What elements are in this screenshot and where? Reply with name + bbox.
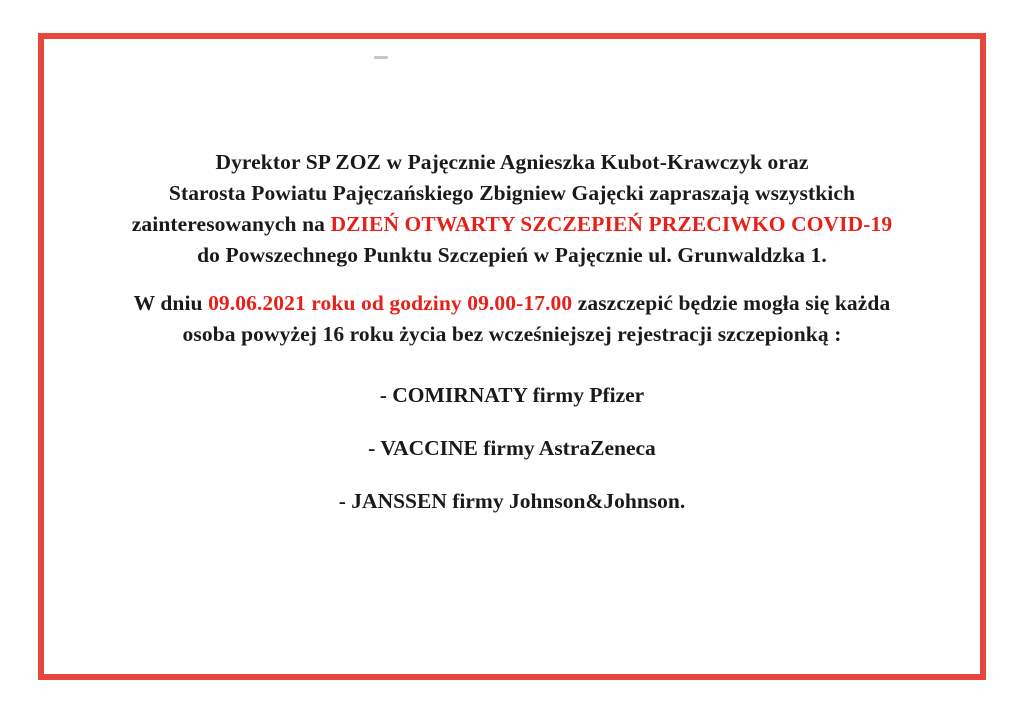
intro-line-4: do Powszechnego Punktu Szczepień w Pajęcznie ul. Grunwaldzka 1.: [197, 243, 827, 267]
intro-line-1: Dyrektor SP ZOZ w Pajęcznie Agnieszka Kubot-Krawczyk oraz: [215, 150, 809, 174]
poster-frame: [38, 33, 986, 680]
list-item: - VACCINE firmy AstraZeneca: [368, 436, 656, 460]
event-title-highlight: DZIEŃ OTWARTY SZCZEPIEŃ PRZECIWKO COVID-19: [330, 212, 893, 236]
details-line-1-prefix: W dniu: [133, 291, 209, 315]
intro-paragraph: [90, 147, 934, 271]
intro-line-3-text: zainteresowanych na: [131, 212, 331, 236]
intro-line-3: [90, 209, 934, 240]
date-time-highlight: 09.06.2021 roku od godziny 09.00-17.00: [208, 291, 573, 315]
paragraph-spacer: [44, 271, 980, 288]
vaccine-list: [44, 380, 980, 517]
list-item: - JANSSEN firmy Johnson&Johnson.: [338, 489, 686, 513]
details-line-1: [90, 288, 934, 319]
details-line-1-suffix: zaszczepić będzie mogła się każda: [572, 291, 891, 315]
poster-content: [44, 39, 980, 539]
list-item: - COMIRNATY firmy Pfizer: [379, 383, 645, 407]
details-paragraph: [90, 288, 934, 350]
details-line-2: osoba powyżej 16 roku życia bez wcześniejszej rejestracji szczepionką :: [182, 322, 842, 346]
intro-line-2: Starosta Powiatu Pajęczańskiego Zbigniew Gajęcki zapraszają wszystkich: [168, 181, 856, 205]
